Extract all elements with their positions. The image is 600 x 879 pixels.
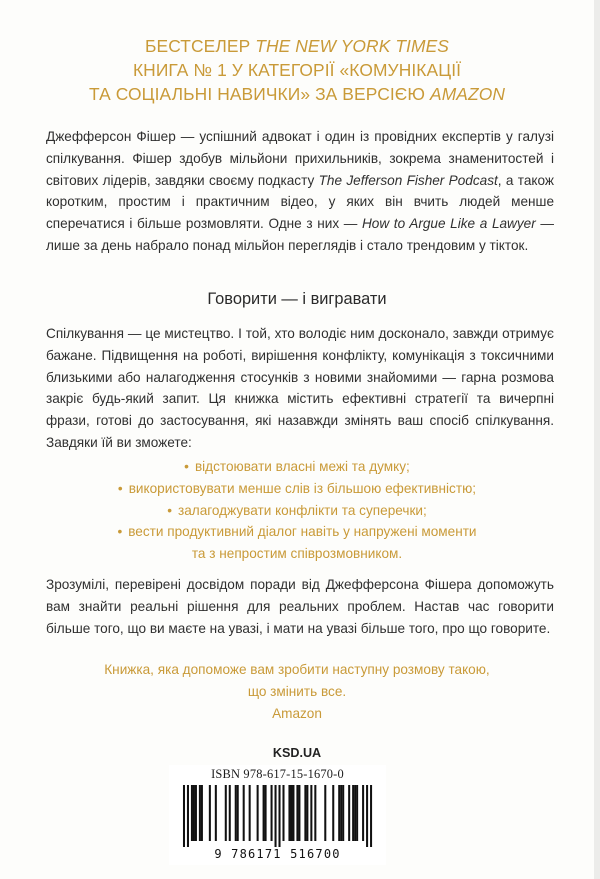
author-intro-paragraph: Джефферсон Фішер — успішний адвокат і один із провідних експертів у галузі спілкування. Фішер здобув мільйони прихильників, зокрема знаменитостей і світових лідерів, завдяки своєму подкасту The Jefferson Fisher Podcast, а також коротким, простим і практичним відео, у яких він вчить людей менше сперечатися і більше розмовляти. Одне з них — How to Argue Like a Lawyer — лише за день набрало понад мільйон переглядів і стало трендовим у тікток. [46,129,554,253]
bullet-icon: • [117,524,123,540]
bullet-icon: • [184,459,189,474]
headline-line-1: БЕСТСЕЛЕР THE NEW YORK TIMES [145,36,449,56]
benefits-list [0,456,594,565]
barcode-graphic [177,785,378,847]
bullet-icon: • [117,480,123,496]
barcode-bar [237,785,239,841]
barcode-bar [265,785,267,841]
barcode-bar [338,785,340,841]
barcode-bar [183,785,185,847]
barcode-bar [370,785,372,847]
barcode-bar [278,785,280,847]
list-item-continuation: та з непростим співрозмовником. [191,546,403,562]
barcode-bar [356,785,358,841]
barcode-bar [306,785,308,841]
headline-line-3: ТА СОЦІАЛЬНІ НАВИЧКИ» ЗА ВЕРСІЄЮ AMAZON [88,84,505,104]
quote-source: Amazon [272,705,322,721]
list-item: • вести продуктивний діалог навіть у напружені моменти [0,521,594,543]
barcode-bar [243,785,245,841]
barcode-bar [275,785,277,847]
barcode-bar [209,785,211,841]
headline-line-2: КНИГА № 1 У КАТЕГОРІЇ «КОМУНІКАЦІЇ [132,60,462,80]
description-paragraph: Спілкування — це мистецтво. І той, хто володіє ним досконало, завжди отримує бажане. Підвищення на роботі, вирішення конфлікту, комунікація з токсичними близькими або налагодження стосунків з новими знайомими — гарна розмова закріє будь-який запит. Ця книжка містить ефективні стратегії та вичерпні фрази, готові до застосування, які назавжди змінять ваш спосіб спілкування. Завдяки їй ви зможете: [46,326,554,450]
barcode-bar [215,785,217,841]
barcode-bar [348,785,350,841]
barcode-bar [271,785,273,841]
bestseller-headline [0,34,594,106]
barcode-bar [340,785,342,841]
barcode-bar [324,785,326,841]
barcode-bar [366,785,368,847]
barcode-bar [310,785,312,841]
amazon-label: AMAZON [430,84,505,104]
barcode-bar [201,785,203,841]
barcode-bar [332,785,334,841]
podcast-title: The Jefferson Fisher Podcast [318,172,498,188]
quote-line-2: що змінить все. [247,683,347,699]
barcode-bar [249,785,251,841]
barcode-block [169,765,386,865]
video-title: How to Argue Like a Lawyer [361,216,536,232]
section-subheading: Говорити — і вигравати [207,290,387,308]
barcode-digits: 9 786171 516700 [214,847,341,861]
list-item: • залагоджувати конфлікти та суперечки; [0,500,594,522]
barcode-bar [352,785,354,841]
nyt-label: THE NEW YORK TIMES [255,36,449,56]
quote-line-1: Книжка, яка допоможе вам зробити наступну розмову такою, [104,662,490,677]
barcode-bar [282,785,284,841]
barcode-bar [292,785,294,841]
review-quote [0,659,594,724]
closing-paragraph: Зрозумілі, перевірені досвідом поради від Джефферсона Фішера допоможуть вам знайти реальні рішення для реальних проблем. Настав час говорити більше того, що ви маєте на увазі, і мати на увазі більше того, про що говорите. [46,577,554,636]
isbn-number: ISBN 978-617-15-1670-0 [211,767,344,781]
barcode-bar [257,785,259,841]
list-item: • використовувати менше слів із більшою ефективністю; [0,478,594,500]
barcode-bar [354,785,356,841]
barcode-bar [235,785,237,841]
list-item: • відстоювати власні межі та думку; [0,456,594,478]
barcode-bar [195,785,197,841]
barcode-bar [304,785,306,841]
barcode-bar [362,785,364,841]
barcode-bar [342,785,344,841]
barcode-bar [187,785,189,847]
publisher-url: KSD.UA [272,746,322,760]
barcode-bar [191,785,193,841]
barcode-bar [193,785,195,841]
barcode-bar [199,785,201,841]
barcode-bar [298,785,300,841]
barcode-bar [314,785,316,841]
bullet-icon: • [167,502,172,518]
barcode-bar [290,785,292,841]
barcode-bar [225,785,227,841]
barcode-bar [296,785,298,841]
barcode-bar [229,785,231,841]
barcode-bar [263,785,265,841]
barcode-bar [288,785,290,841]
